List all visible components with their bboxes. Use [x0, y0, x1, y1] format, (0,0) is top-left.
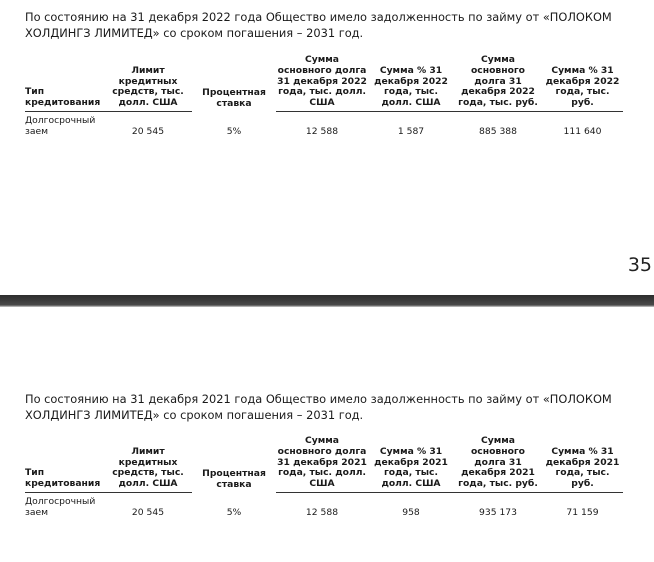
cell-interest-rub: 71 159 [566, 506, 599, 518]
cell-interest-rate: 5% [226, 125, 242, 137]
cell-credit-type: Долгосрочный заем [25, 495, 96, 518]
cell-credit-type: Долгосрочный заем [25, 114, 96, 137]
table-row [25, 111, 623, 137]
header-principal-usd: Сумма основного долга 31 декабря 2022 года, тыс. долл. США [276, 55, 368, 111]
intro-paragraph: По состоянию на 31 декабря 2022 года Общество имело задолженность по займу от «ПОЛОКОМ ХОЛДИНГЗ ЛИМИТЕД» со сроком погашения – 2031 год. [25, 10, 612, 40]
cell-interest-rate: 5% [226, 506, 242, 518]
loan-table [25, 436, 623, 519]
header-principal-rub: Сумма основного долга 31 декабря 2022 года, тыс. руб. [454, 55, 542, 111]
cell-principal-rub: 935 173 [479, 506, 517, 518]
page-divider [0, 295, 654, 307]
header-interest-rate: Процентная ставка [202, 86, 266, 109]
cell-interest-rub: 111 640 [563, 125, 602, 137]
cell-credit-limit: 20 545 [131, 506, 165, 518]
loan-section-2022 [25, 10, 637, 137]
intro-paragraph: По состоянию на 31 декабря 2021 года Общество имело задолженность по займу от «ПОЛОКОМ ХОЛДИНГЗ ЛИМИТЕД» со сроком погашения – 2031 год. [25, 392, 612, 422]
header-principal-usd: Сумма основного долга 31 декабря 2021 года, тыс. долл. США [276, 436, 368, 492]
cell-credit-limit: 20 545 [131, 125, 165, 137]
cell-principal-rub: 885 388 [479, 125, 517, 137]
header-interest-rate: Процентная ставка [202, 467, 266, 490]
header-credit-limit: Лимит кредитных средств, тыс. долл. США [104, 55, 192, 111]
header-credit-limit: Лимит кредитных средств, тыс. долл. США [104, 436, 192, 492]
cell-principal-usd: 12 588 [305, 506, 339, 518]
cell-interest-usd: 958 [402, 506, 420, 518]
header-interest-rub: Сумма % 31 декабря 2022 года, тыс. руб. [542, 55, 623, 111]
header-interest-usd: Сумма % 31 декабря 2022 года, тыс. долл. США [368, 55, 454, 111]
header-credit-type: Тип кредитования [25, 55, 104, 111]
cell-interest-usd: 1 587 [397, 125, 425, 137]
header-interest-rub: Сумма % 31 декабря 2021 года, тыс. руб. [542, 436, 623, 492]
loan-section-2021 [25, 392, 637, 518]
header-credit-type: Тип кредитования [25, 436, 104, 492]
header-principal-rub: Сумма основного долга 31 декабря 2021 года, тыс. руб. [454, 436, 542, 492]
loan-table [25, 55, 623, 138]
cell-principal-usd: 12 588 [305, 125, 339, 137]
table-row [25, 492, 623, 518]
page-number: 35 [627, 254, 652, 276]
header-interest-usd: Сумма % 31 декабря 2021 года, тыс. долл. США [368, 436, 454, 492]
